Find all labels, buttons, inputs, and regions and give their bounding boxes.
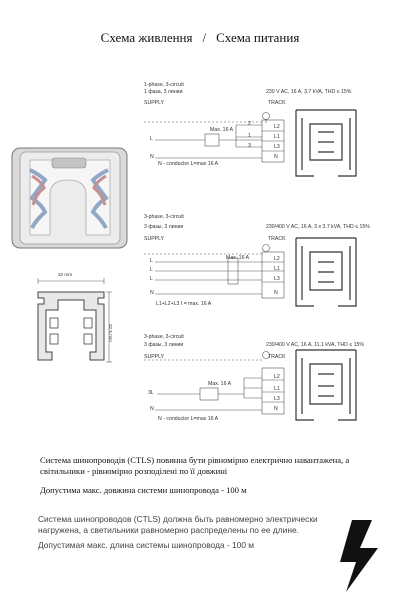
diagram-1-track: TRACK (268, 100, 286, 106)
diagram-2-breaker: Max. 16 A (226, 255, 250, 261)
text-ua-paragraph-2: Допустима макс. довжина системи шинопровода - 100 м (40, 485, 247, 495)
diagram-3-right-L1: L1 (274, 386, 280, 392)
diagram-1-lamp-3: 3 (248, 143, 251, 149)
diagram-2-left-L1: L (150, 258, 153, 264)
diagram-1-spec: 230 V AC, 16 A, 3.7 kVA, THD ≤ 15% (266, 89, 352, 95)
diagram-1-header-ua: 1 фаза, 3 линии (144, 89, 183, 95)
diagram-1-left-N: N (150, 154, 154, 160)
diagram-1-left-L: L (150, 136, 153, 142)
diagram-1-wiring (144, 113, 284, 163)
diagram-3-supply: SUPPLY (144, 354, 165, 360)
diagram-3-note: N - conductor L=max 16 A (158, 416, 219, 422)
diagram-3-header-en: 3-phase, 3-circuit (144, 334, 184, 340)
track-profile-2 (296, 238, 356, 306)
diagram-3-left-3L: 3L (148, 390, 154, 396)
diagram-1-supply: SUPPLY (144, 100, 165, 106)
diagram-3-right-L2: L2 (274, 374, 280, 380)
diagram-1-right-L3: L3 (274, 144, 280, 150)
endcap-body (12, 148, 127, 248)
diagram-1-lamp-1: 1 (248, 133, 251, 139)
diagram-2-right-L1: L1 (274, 266, 280, 272)
diagram-2-track: TRACK (268, 236, 286, 242)
diagram-1-right-L2: L2 (274, 124, 280, 130)
diagram-3-breaker: Max. 16 A (208, 381, 232, 387)
text-ru-paragraph-1: Система шинопроводов (CTLS) должна быть равномерно электрически нагружена, а светильники равномерно распределены по ее длине. (38, 514, 318, 535)
diagram-2-wiring (144, 245, 284, 299)
diagram-1-breaker: Max. 16 A (210, 127, 234, 133)
profile-cross-section (38, 278, 112, 362)
profile-width-label: 32 mm (58, 272, 73, 277)
title-separator: / (202, 30, 207, 45)
diagram-1-right-N: N (274, 154, 278, 160)
diagram-1-right-L1: L1 (274, 134, 280, 140)
diagram-3-right-L3: L3 (274, 396, 280, 402)
diagram-1-header-en: 1-phase, 3-circuit (144, 82, 184, 88)
track-profile-1 (296, 110, 356, 176)
diagram-2-left-N: N (150, 290, 154, 296)
diagram-1-note: N - conductor L=max 16 A (158, 161, 219, 167)
text-ua-paragraph-1: Система шинопроводів (CTLS) повинна бути рівномірно електрично навантажена, а світильники - рівномірно розподілені по її довжині (40, 455, 350, 476)
diagram-2-note: L1+L2+L3 I = max. 16 A (156, 301, 212, 307)
diagram-1-lamp-2: 2 (248, 121, 251, 127)
lightning-logo (340, 520, 378, 592)
title-ukrainian: Схема живлення (100, 30, 193, 45)
title-russian: Схема питания (216, 30, 300, 45)
diagram-2-header-en: 3-phase, 3-circuit (144, 214, 184, 220)
diagram-3-spec: 230/400 V AC, 16 A, 11.1 kVA, THD ≤ 15% (266, 342, 365, 348)
diagram-3-header-ua: 3 фазы, 3 линии (144, 342, 184, 348)
diagram-2-header-ua: 3 фазы, 3 линии (144, 224, 184, 230)
diagram-3-left-N: N (150, 406, 154, 412)
profile-height-label: 32,5 mm (108, 324, 113, 342)
diagram-2-left-L2: L (150, 267, 153, 273)
diagram-2-right-L2: L2 (274, 256, 280, 262)
diagram-2-left-L3: L (150, 276, 153, 282)
track-profile-3 (296, 350, 356, 420)
diagram-3-track: TRACK (268, 354, 286, 360)
diagram-2-right-L3: L3 (274, 276, 280, 282)
diagram-3-right-N: N (274, 406, 278, 412)
diagram-2-right-N: N (274, 290, 278, 296)
diagram-2-spec: 230/400 V AC, 16 A, 3 x 3.7 kVA, THD ≤ 15% (266, 224, 370, 230)
diagram-2-supply: SUPPLY (144, 236, 165, 242)
text-ru-paragraph-2: Допустимая макс. длина системы шинопровода - 100 м (38, 540, 255, 550)
